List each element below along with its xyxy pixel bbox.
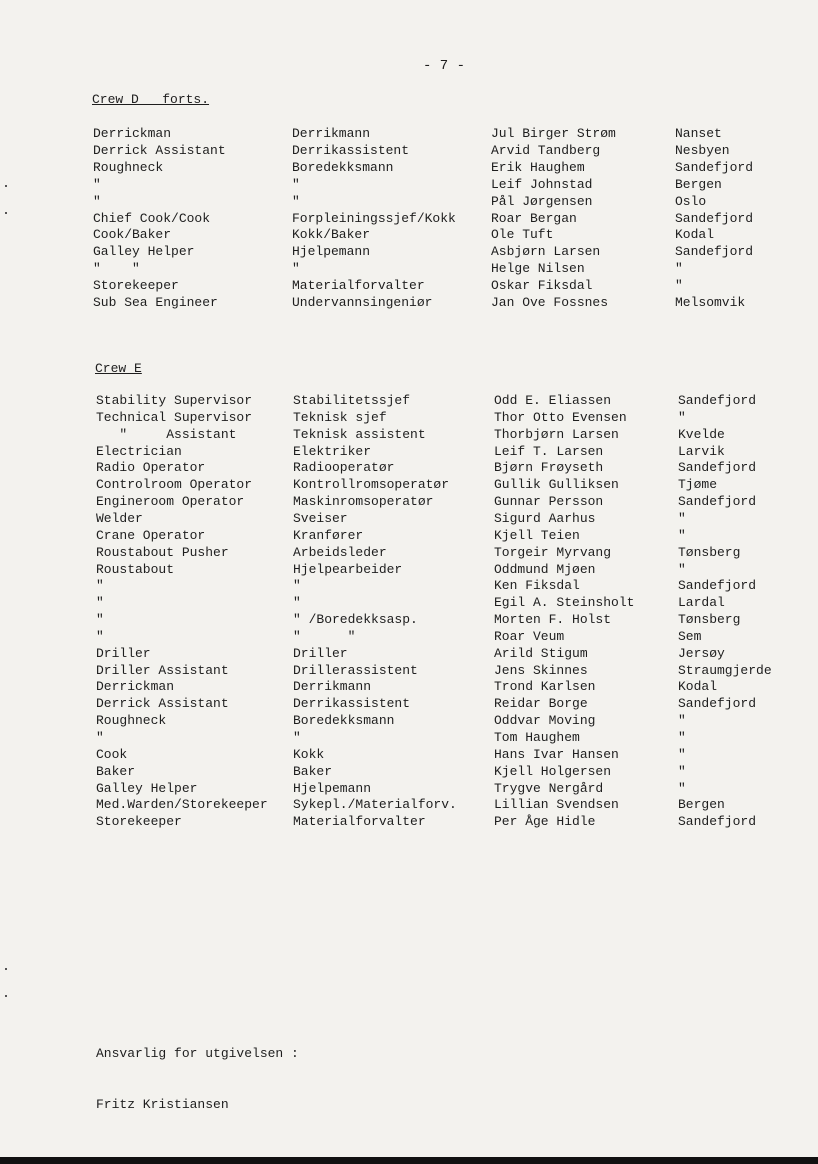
- table-row: [0, 244, 818, 261]
- home-town: Bergen: [678, 797, 725, 813]
- role-en: Engineroom Operator: [96, 494, 245, 510]
- home-town: Sandefjord: [678, 814, 757, 830]
- person-name: Morten F. Holst: [494, 612, 612, 628]
- person-name: Egil A. Steinsholt: [494, 595, 635, 611]
- table-row: [0, 427, 818, 444]
- home-town: Nesbyen: [675, 142, 730, 158]
- home-town: ": [678, 510, 686, 526]
- table-row: [0, 730, 818, 747]
- person-name: Tom Haughem: [494, 730, 580, 745]
- home-town: ": [675, 278, 683, 294]
- table-row: [0, 747, 818, 764]
- role-en: Storekeeper: [96, 814, 182, 830]
- role-en: Sub Sea Engineer: [93, 295, 218, 310]
- home-town: Larvik: [678, 443, 725, 459]
- table-row: [0, 562, 818, 579]
- person-name: Per Åge Hidle: [494, 814, 596, 830]
- table-row: [0, 143, 818, 160]
- home-town: Sandefjord: [678, 494, 757, 510]
- home-town: Sandefjord: [678, 578, 757, 594]
- table-row: [0, 460, 818, 477]
- role-en: ": [96, 578, 104, 594]
- role-en: Welder: [96, 510, 143, 526]
- table-row: [0, 814, 818, 831]
- role-en: Controlroom Operator: [96, 477, 253, 493]
- role-no: Stabilitetssjef: [293, 393, 411, 408]
- home-town: Sandefjord: [675, 210, 754, 226]
- role-no: Maskinromsoperatør: [293, 494, 434, 510]
- home-town: Sandefjord: [675, 244, 754, 260]
- role-en: Stability Supervisor: [96, 393, 253, 408]
- role-no: Elektriker: [293, 443, 372, 459]
- home-town: Lardal: [678, 595, 725, 611]
- person-name: Jan Ove Fossnes: [491, 295, 609, 310]
- home-town: ": [678, 730, 686, 745]
- person-name: Gullik Gulliksen: [494, 477, 619, 493]
- role-no: Materialforvalter: [293, 814, 426, 830]
- role-en: ": [96, 612, 104, 628]
- role-no: Kontrollromsoperatør: [293, 477, 450, 493]
- home-town: Kvelde: [678, 426, 725, 442]
- role-no: Derrikassistent: [292, 142, 410, 158]
- role-no: Derrikmann: [293, 679, 372, 695]
- person-name: Roar Bergan: [491, 210, 577, 226]
- role-en: Derrickman: [96, 679, 175, 695]
- role-en: Roughneck: [93, 159, 164, 175]
- home-town: Sandefjord: [678, 460, 757, 476]
- role-no: Driller: [293, 645, 348, 661]
- role-en: Driller: [96, 645, 151, 661]
- role-en: ": [93, 176, 101, 192]
- home-town: ": [678, 713, 686, 729]
- role-en: Chief Cook/Cook: [93, 210, 211, 226]
- role-en: ": [96, 595, 104, 611]
- person-name: Erik Haughem: [491, 159, 585, 175]
- home-town: Tønsberg: [678, 612, 741, 628]
- home-town: Oslo: [675, 193, 707, 209]
- table-row: [0, 679, 818, 696]
- scan-mark: [5, 185, 7, 187]
- role-no: Hjelpemann: [293, 780, 372, 796]
- role-no: Hjelpearbeider: [293, 561, 403, 577]
- role-no: Kranfører: [293, 527, 364, 543]
- scan-mark: [5, 212, 7, 214]
- role-no: Kokk/Baker: [292, 227, 371, 243]
- person-name: Odd E. Eliassen: [494, 393, 612, 408]
- table-row: [0, 797, 818, 814]
- table-row: [0, 227, 818, 244]
- home-town: Sandefjord: [678, 393, 757, 408]
- home-town: ": [678, 763, 686, 779]
- role-en: Galley Helper: [93, 244, 195, 260]
- table-row: [0, 528, 818, 545]
- person-name: Leif Johnstad: [491, 176, 593, 192]
- role-en: Cook: [96, 746, 128, 762]
- person-name: Roar Veum: [494, 628, 565, 644]
- person-name: Jens Skinnes: [494, 662, 588, 678]
- role-en: ": [96, 628, 104, 644]
- home-town: Tjøme: [678, 477, 718, 493]
- table-row: [0, 295, 818, 312]
- home-town: ": [678, 746, 686, 762]
- scan-mark: [5, 995, 7, 997]
- home-town: ": [678, 527, 686, 543]
- role-no: Hjelpemann: [292, 244, 371, 260]
- person-name: Kjell Holgersen: [494, 763, 612, 779]
- home-town: Sandefjord: [675, 159, 754, 175]
- responsible-name: Fritz Kristiansen: [96, 1097, 229, 1112]
- person-name: Bjørn Frøyseth: [494, 460, 604, 476]
- table-row: [0, 477, 818, 494]
- role-en: Technical Supervisor: [96, 409, 253, 425]
- person-name: Trond Karlsen: [494, 679, 596, 695]
- person-name: Thorbjørn Larsen: [494, 426, 619, 442]
- role-no: Boredekksmann: [293, 713, 395, 729]
- role-no: Materialforvalter: [292, 278, 425, 294]
- role-no: Boredekksmann: [292, 159, 394, 175]
- role-en: Cook/Baker: [93, 227, 172, 243]
- role-en: Electrician: [96, 443, 182, 459]
- role-en: Driller Assistant: [96, 662, 229, 678]
- role-en: Galley Helper: [96, 780, 198, 796]
- person-name: Arild Stigum: [494, 645, 588, 661]
- home-town: Straumgjerde: [678, 662, 772, 678]
- table-row: [0, 578, 818, 595]
- page-number: - 7 -: [423, 58, 466, 74]
- person-name: Trygve Nergård: [494, 780, 604, 796]
- role-no: Arbeidsleder: [293, 544, 387, 560]
- person-name: Helge Nilsen: [491, 261, 585, 277]
- table-row: [0, 177, 818, 194]
- table-row: [0, 595, 818, 612]
- role-en: Radio Operator: [96, 460, 206, 476]
- table-row: [0, 646, 818, 663]
- home-town: ": [678, 780, 686, 796]
- table-row: [0, 764, 818, 781]
- person-name: Ole Tuft: [491, 227, 554, 243]
- role-no: " ": [293, 628, 356, 644]
- table-row: [0, 612, 818, 629]
- role-en: Derrick Assistant: [96, 696, 229, 712]
- home-town: ": [678, 561, 686, 577]
- person-name: Torgeir Myrvang: [494, 544, 612, 560]
- table-row: [0, 696, 818, 713]
- role-no: Forpleiningssjef/Kokk: [292, 210, 456, 226]
- role-no: ": [293, 578, 301, 594]
- role-en: Roughneck: [96, 713, 167, 729]
- home-town: Jersøy: [678, 645, 725, 661]
- role-no: Kokk: [293, 746, 325, 762]
- role-en: Derrickman: [93, 126, 172, 141]
- table-row: [0, 410, 818, 427]
- role-en: Derrick Assistant: [93, 142, 226, 158]
- role-en: " Assistant: [96, 426, 237, 442]
- person-name: Lillian Svendsen: [494, 797, 619, 813]
- home-town: Melsomvik: [675, 295, 746, 310]
- table-row: [0, 126, 818, 143]
- role-no: Teknisk sjef: [293, 409, 387, 425]
- role-en: Roustabout Pusher: [96, 544, 229, 560]
- crew-d-heading: Crew D forts.: [92, 92, 210, 107]
- home-town: ": [678, 409, 686, 425]
- role-en: Storekeeper: [93, 278, 179, 294]
- role-no: ": [293, 730, 301, 745]
- person-name: Jul Birger Strøm: [491, 126, 616, 141]
- role-no: Drillerassistent: [293, 662, 418, 678]
- role-no: ": [292, 193, 300, 209]
- person-name: Thor Otto Evensen: [494, 409, 627, 425]
- role-no: Sveiser: [293, 510, 348, 526]
- table-row: [0, 663, 818, 680]
- responsible-label: Ansvarlig for utgivelsen :: [96, 1046, 299, 1061]
- table-row: [0, 160, 818, 177]
- table-row: [0, 278, 818, 295]
- home-town: Tønsberg: [678, 544, 741, 560]
- person-name: Oddmund Mjøen: [494, 561, 596, 577]
- person-name: Leif T. Larsen: [494, 443, 604, 459]
- role-en: ": [96, 730, 104, 745]
- table-row: [0, 393, 818, 410]
- home-town: Sandefjord: [678, 696, 757, 712]
- role-en: ": [93, 193, 101, 209]
- home-town: Bergen: [675, 176, 722, 192]
- role-en: Baker: [96, 763, 136, 779]
- role-no: " /Boredekksasp.: [293, 612, 418, 628]
- role-no: Derrikmann: [292, 126, 371, 141]
- table-row: [0, 194, 818, 211]
- person-name: Arvid Tandberg: [491, 142, 601, 158]
- person-name: Asbjørn Larsen: [491, 244, 601, 260]
- table-row: [0, 713, 818, 730]
- role-en: Crane Operator: [96, 527, 206, 543]
- person-name: Oskar Fiksdal: [491, 278, 593, 294]
- role-no: Teknisk assistent: [293, 426, 426, 442]
- role-en: " ": [93, 261, 140, 277]
- person-name: Kjell Teien: [494, 527, 580, 543]
- table-row: [0, 545, 818, 562]
- crew-e-heading: Crew E: [95, 361, 142, 376]
- person-name: Oddvar Moving: [494, 713, 596, 729]
- role-no: ": [292, 176, 300, 192]
- person-name: Sigurd Aarhus: [494, 510, 596, 526]
- role-no: ": [292, 261, 300, 277]
- person-name: Pål Jørgensen: [491, 193, 593, 209]
- role-no: ": [293, 595, 301, 611]
- table-row: [0, 781, 818, 798]
- role-no: Derrikassistent: [293, 696, 411, 712]
- table-row: [0, 211, 818, 228]
- table-row: [0, 444, 818, 461]
- scan-edge-bar: [0, 1157, 818, 1164]
- home-town: Kodal: [678, 679, 718, 695]
- role-no: Baker: [293, 763, 333, 779]
- table-row: [0, 494, 818, 511]
- role-en: Roustabout: [96, 561, 175, 577]
- person-name: Ken Fiksdal: [494, 578, 580, 594]
- home-town: ": [675, 261, 683, 277]
- person-name: Gunnar Persson: [494, 494, 604, 510]
- role-no: Sykepl./Materialforv.: [293, 797, 457, 813]
- role-en: Med.Warden/Storekeeper: [96, 797, 268, 813]
- person-name: Reidar Borge: [494, 696, 588, 712]
- person-name: Hans Ivar Hansen: [494, 746, 619, 762]
- table-row: [0, 511, 818, 528]
- scan-mark: [5, 968, 7, 970]
- home-town: Sem: [678, 628, 702, 644]
- home-town: Kodal: [675, 227, 715, 243]
- role-no: Radiooperatør: [293, 460, 395, 476]
- table-row: [0, 261, 818, 278]
- home-town: Nanset: [675, 126, 722, 141]
- role-no: Undervannsingeniør: [292, 295, 433, 310]
- table-row: [0, 629, 818, 646]
